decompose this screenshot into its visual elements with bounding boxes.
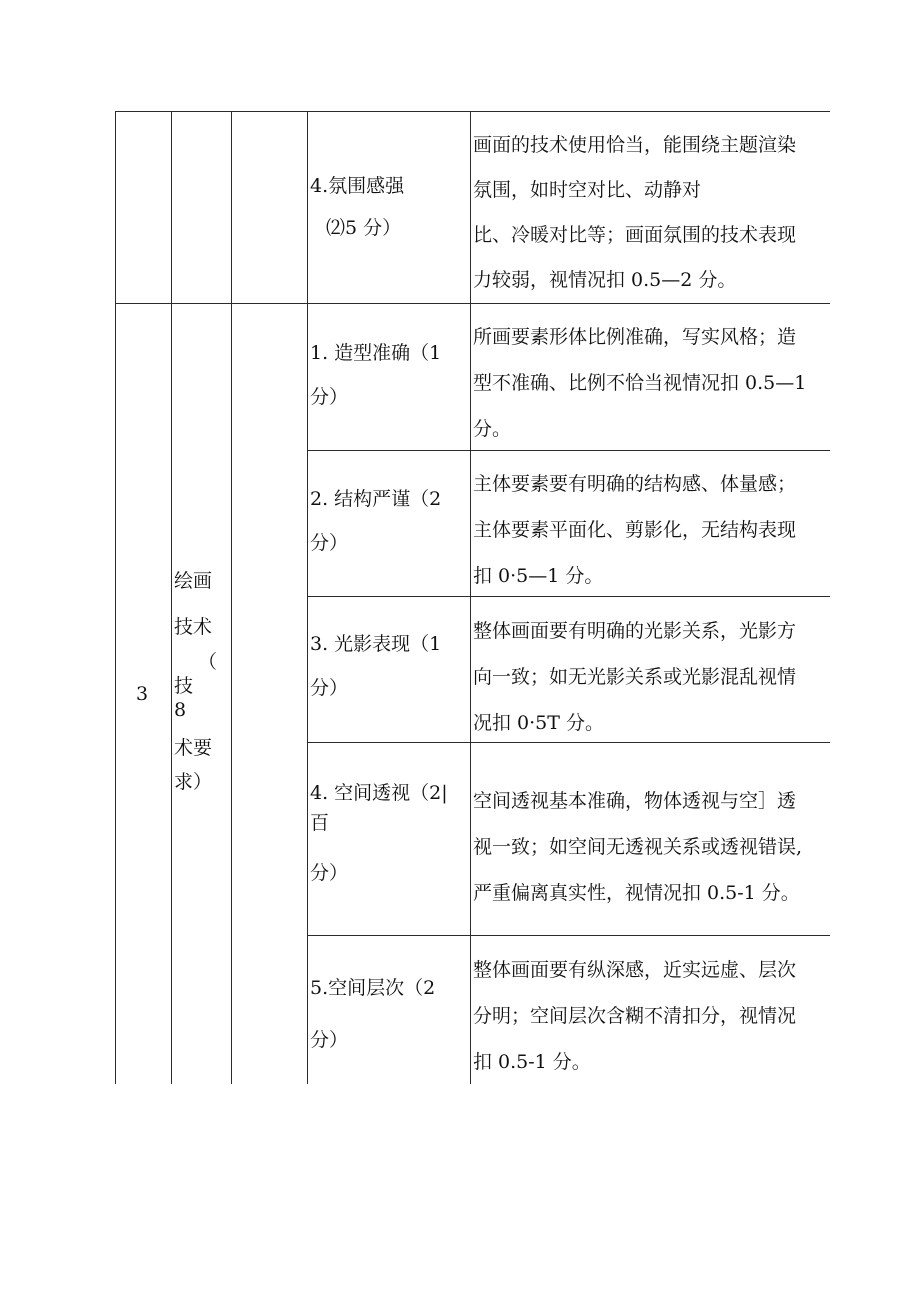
description-line: 主体要素平面化、剪影化，无结构表现 [473, 519, 797, 541]
description-line: 整体画面要有明确的光影关系，光影方 [473, 620, 797, 642]
col-divider [231, 111, 232, 1084]
table-top-border [115, 111, 830, 112]
criterion-line: 5.空间层次（2 [310, 977, 436, 999]
description-line: 严重偏离真实性，视情况扣 0.5-1 分。 [473, 882, 800, 904]
criterion-cell [310, 778, 448, 888]
criterion-line: 分） [310, 386, 349, 408]
criterion-line: 百 [310, 812, 330, 834]
description-line: 向一致；如无光影关系或光影混乱视情 [473, 666, 797, 688]
description-line: 主体要素要有明确的结构感、体量感； [473, 473, 797, 495]
criterion-cell [310, 962, 435, 1066]
description-cell [473, 314, 806, 452]
criterion-cell [310, 622, 441, 710]
group-title-line: （ [198, 651, 218, 673]
description-line: 况扣 0·5T 分。 [473, 712, 604, 734]
group-number: 3 [136, 683, 149, 705]
criterion-line: 分） [310, 677, 349, 699]
description-line: 所画要素形体比例准确，写实风格；造 [473, 326, 797, 348]
criterion-line: 3. 光影表现（1 [310, 633, 442, 655]
description-line: 整体画面要有纵深感，近实远虚、层次 [473, 959, 797, 981]
description-line: 扣 0.5-1 分。 [473, 1051, 591, 1073]
description-line: 分明；空间层次含糊不清扣分，视情况 [473, 1005, 797, 1027]
criterion-cell [310, 477, 441, 565]
criterion-line: ⑵5 分） [326, 217, 402, 239]
row-divider [115, 303, 830, 304]
criterion-cell [310, 331, 441, 419]
description-line: 型不准确、比例不恰当视情况扣 0.5—1 [473, 372, 807, 394]
description-cell [473, 123, 796, 303]
row-divider [307, 935, 830, 936]
description-line: 比、冷暖对比等；画面氛围的技术表现 [473, 224, 797, 246]
criterion-line: 4.氛围感强 [310, 175, 405, 197]
description-line: 画面的技术使用恰当，能围绕主题渲染 [473, 134, 797, 156]
description-cell [473, 947, 796, 1085]
col-divider [307, 111, 308, 1084]
description-line: 分。 [473, 418, 512, 440]
criterion-line: 分） [310, 532, 349, 554]
criterion-line: 分） [310, 1029, 349, 1051]
criterion-line: 分） [310, 862, 349, 884]
group-title-line: 技术 [174, 616, 213, 638]
criterion-cell [310, 165, 404, 249]
description-cell [473, 608, 796, 746]
group-title-line: 求） [174, 771, 213, 793]
description-line: 氛围，如时空对比、动静对 [473, 179, 702, 201]
criterion-line: 4. 空间透视（2| [310, 782, 448, 804]
criterion-line: 2. 结构严谨（2 [310, 488, 442, 510]
col-divider [470, 111, 471, 1084]
description-cell [473, 461, 796, 599]
group-title-line: 绘画 [174, 570, 213, 592]
description-line: 力较弱，视情况扣 0.5—2 分。 [473, 269, 737, 291]
group-title-line: 术要 [174, 737, 213, 759]
description-line: 空间透视基本准确，物体透视与空］透 [473, 790, 797, 812]
group-title [174, 558, 217, 794]
col-divider [115, 111, 116, 1084]
col-divider [171, 111, 172, 1084]
description-line: 扣 0·5—1 分。 [473, 565, 604, 587]
group-title-line: 8 [174, 699, 187, 721]
group-title-line: 技 [174, 675, 194, 697]
description-line: 视一致；如空间无透视关系或透视错误, [473, 836, 803, 858]
criterion-line: 1. 造型准确（1 [310, 342, 442, 364]
description-cell [473, 778, 802, 916]
